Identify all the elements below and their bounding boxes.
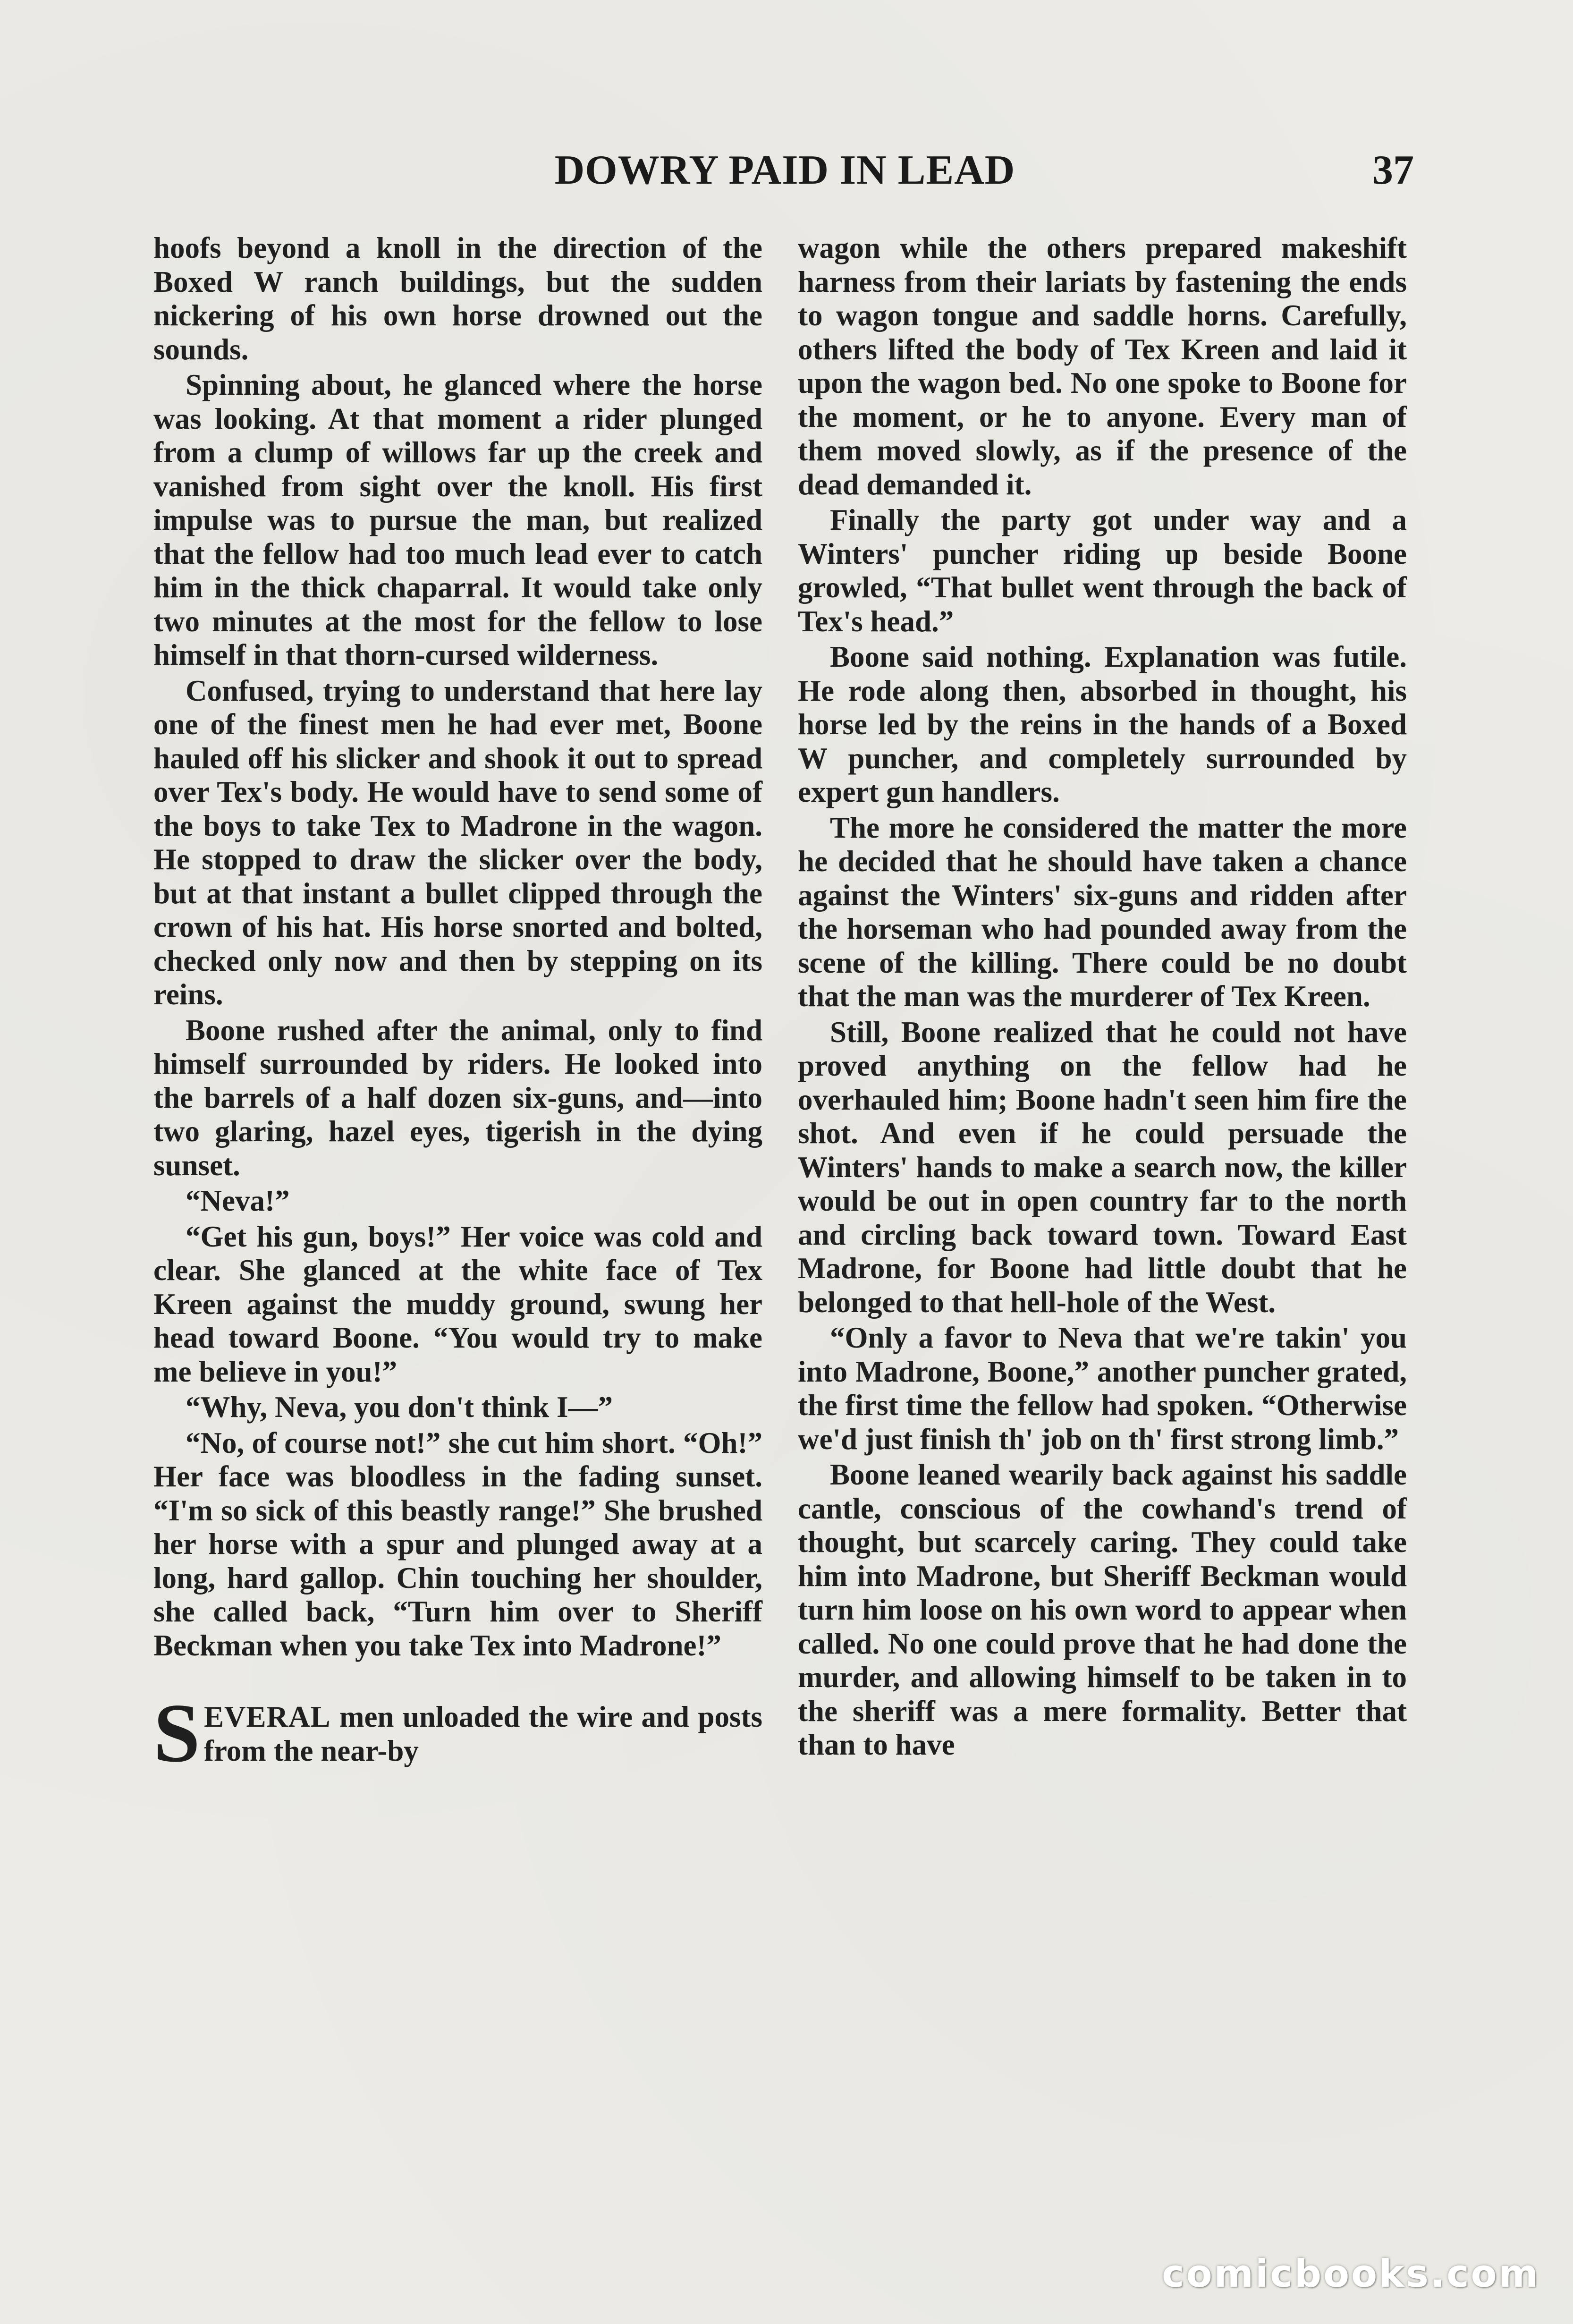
paragraph: “No, of course not!” she cut him short. “Oh!” Her face was bloodless in the fading sunset. “I'm so sick of this beastly range!” She brushed her horse with a spur and plunged away at a long, hard gallop. Chin touching her shoulder, she called back, “Turn him over to Sheriff Beckman when you take Tex into Madrone!”: [153, 1426, 762, 1662]
drop-cap: S: [153, 1686, 200, 1780]
section-lead-word: EVERAL: [204, 1700, 331, 1733]
paragraph: Boone rushed after the animal, only to find himself surrounded by riders. He looked into the barrels of a half dozen six-guns, and—into two glaring, hazel eyes, tigerish in the dying sunset.: [153, 1013, 762, 1182]
paragraph: Confused, trying to understand that here lay one of the finest men he had ever met, Boone hauled off his slicker and shook it out to spread over Tex's body. He would have to send some of the boys to take Tex to Madrone in the wagon. He stopped to draw the slicker over the body, but at that instant a bullet clipped through the crown of his hat. His horse snorted and bolted, checked only now and then by stepping on its reins.: [153, 674, 762, 1011]
paragraph: Boone said nothing. Explanation was futile. He rode along then, absorbed in thought, his horse led by the reins in the hands of a Boxed W puncher, and completely surrounded by expert gun handlers.: [798, 640, 1407, 808]
paragraph: Boone leaned wearily back against his saddle cantle, conscious of the cowhand's trend of thought, but scarcely caring. They could take him into Madrone, but Sheriff Beckman would turn him loose on his own word to appear when called. No one could prove that he had done the murder, and allowing himself to be taken in to the sheriff was a mere formality. Better that than to have: [798, 1458, 1407, 1761]
paragraph: “Only a favor to Neva that we're takin' you into Madrone, Boone,” another puncher grated, the first time the fellow had spoken. “Otherwise we'd just finish th' job on th' first strong limb.”: [798, 1321, 1407, 1456]
paragraph: Finally the party got under way and a Winters' puncher riding up beside Boone growled, “That bullet went through the back of Tex's head.”: [798, 503, 1407, 638]
paragraph: “Neva!”: [186, 1184, 290, 1217]
section-start-text: men unloaded the wire and posts from the near-by: [204, 1700, 762, 1767]
left-column: [153, 231, 762, 1780]
watermark: comicbooks.com: [1162, 2252, 1540, 2296]
right-column: [798, 231, 1407, 1764]
paragraph: Spinning about, he glanced where the horse was looking. At that moment a rider plunged from a clump of willows far up the creek and vanished from sight over the knoll. His first impulse was to pursue the man, but realized that the fellow had too much lead ever to catch him in the thick chaparral. It would take only two minutes at the most for the fellow to lose himself in that thorn-cursed wilderness.: [153, 368, 762, 671]
section-start-paragraph: [153, 1686, 762, 1780]
paragraph: “Get his gun, boys!” Her voice was cold and clear. She glanced at the white face of Tex Kreen against the muddy ground, swung her head toward Boone. “You would try to make me believe in you!”: [153, 1220, 762, 1388]
paragraph: “Why, Neva, you don't think I—”: [186, 1391, 613, 1424]
paragraph: hoofs beyond a knoll in the direction of the Boxed W ranch buildings, but the sudden nickering of his own horse drowned out the sounds.: [153, 231, 762, 366]
running-title: DOWRY PAID IN LEAD: [554, 147, 1015, 193]
page-number: 37: [1372, 147, 1414, 193]
paragraph: Still, Boone realized that he could not have proved anything on the fellow had he overhauled him; Boone hadn't seen him fire the shot. And even if he could persuade the Winters' hands to make a search now, the killer would be out in open country far to the north and circling back toward town. Toward East Madrone, for Boone had little doubt that he belonged to that hell-hole of the West.: [798, 1015, 1407, 1319]
page-header: [156, 142, 1414, 208]
paragraph: wagon while the others prepared makeshift harness from their lariats by fastening the ends to wagon tongue and saddle horns. Carefully, others lifted the body of Tex Kreen and laid it upon the wagon bed. No one spoke to Boone for the moment, or he to anyone. Every man of them moved slowly, as if the presence of the dead demanded it.: [798, 231, 1407, 501]
paragraph: The more he considered the matter the more he decided that he should have taken a chance against the Winters' six-guns and ridden after the horseman who had pounded away from the scene of the killing. There could be no doubt that the man was the murderer of Tex Kreen.: [798, 811, 1407, 1013]
